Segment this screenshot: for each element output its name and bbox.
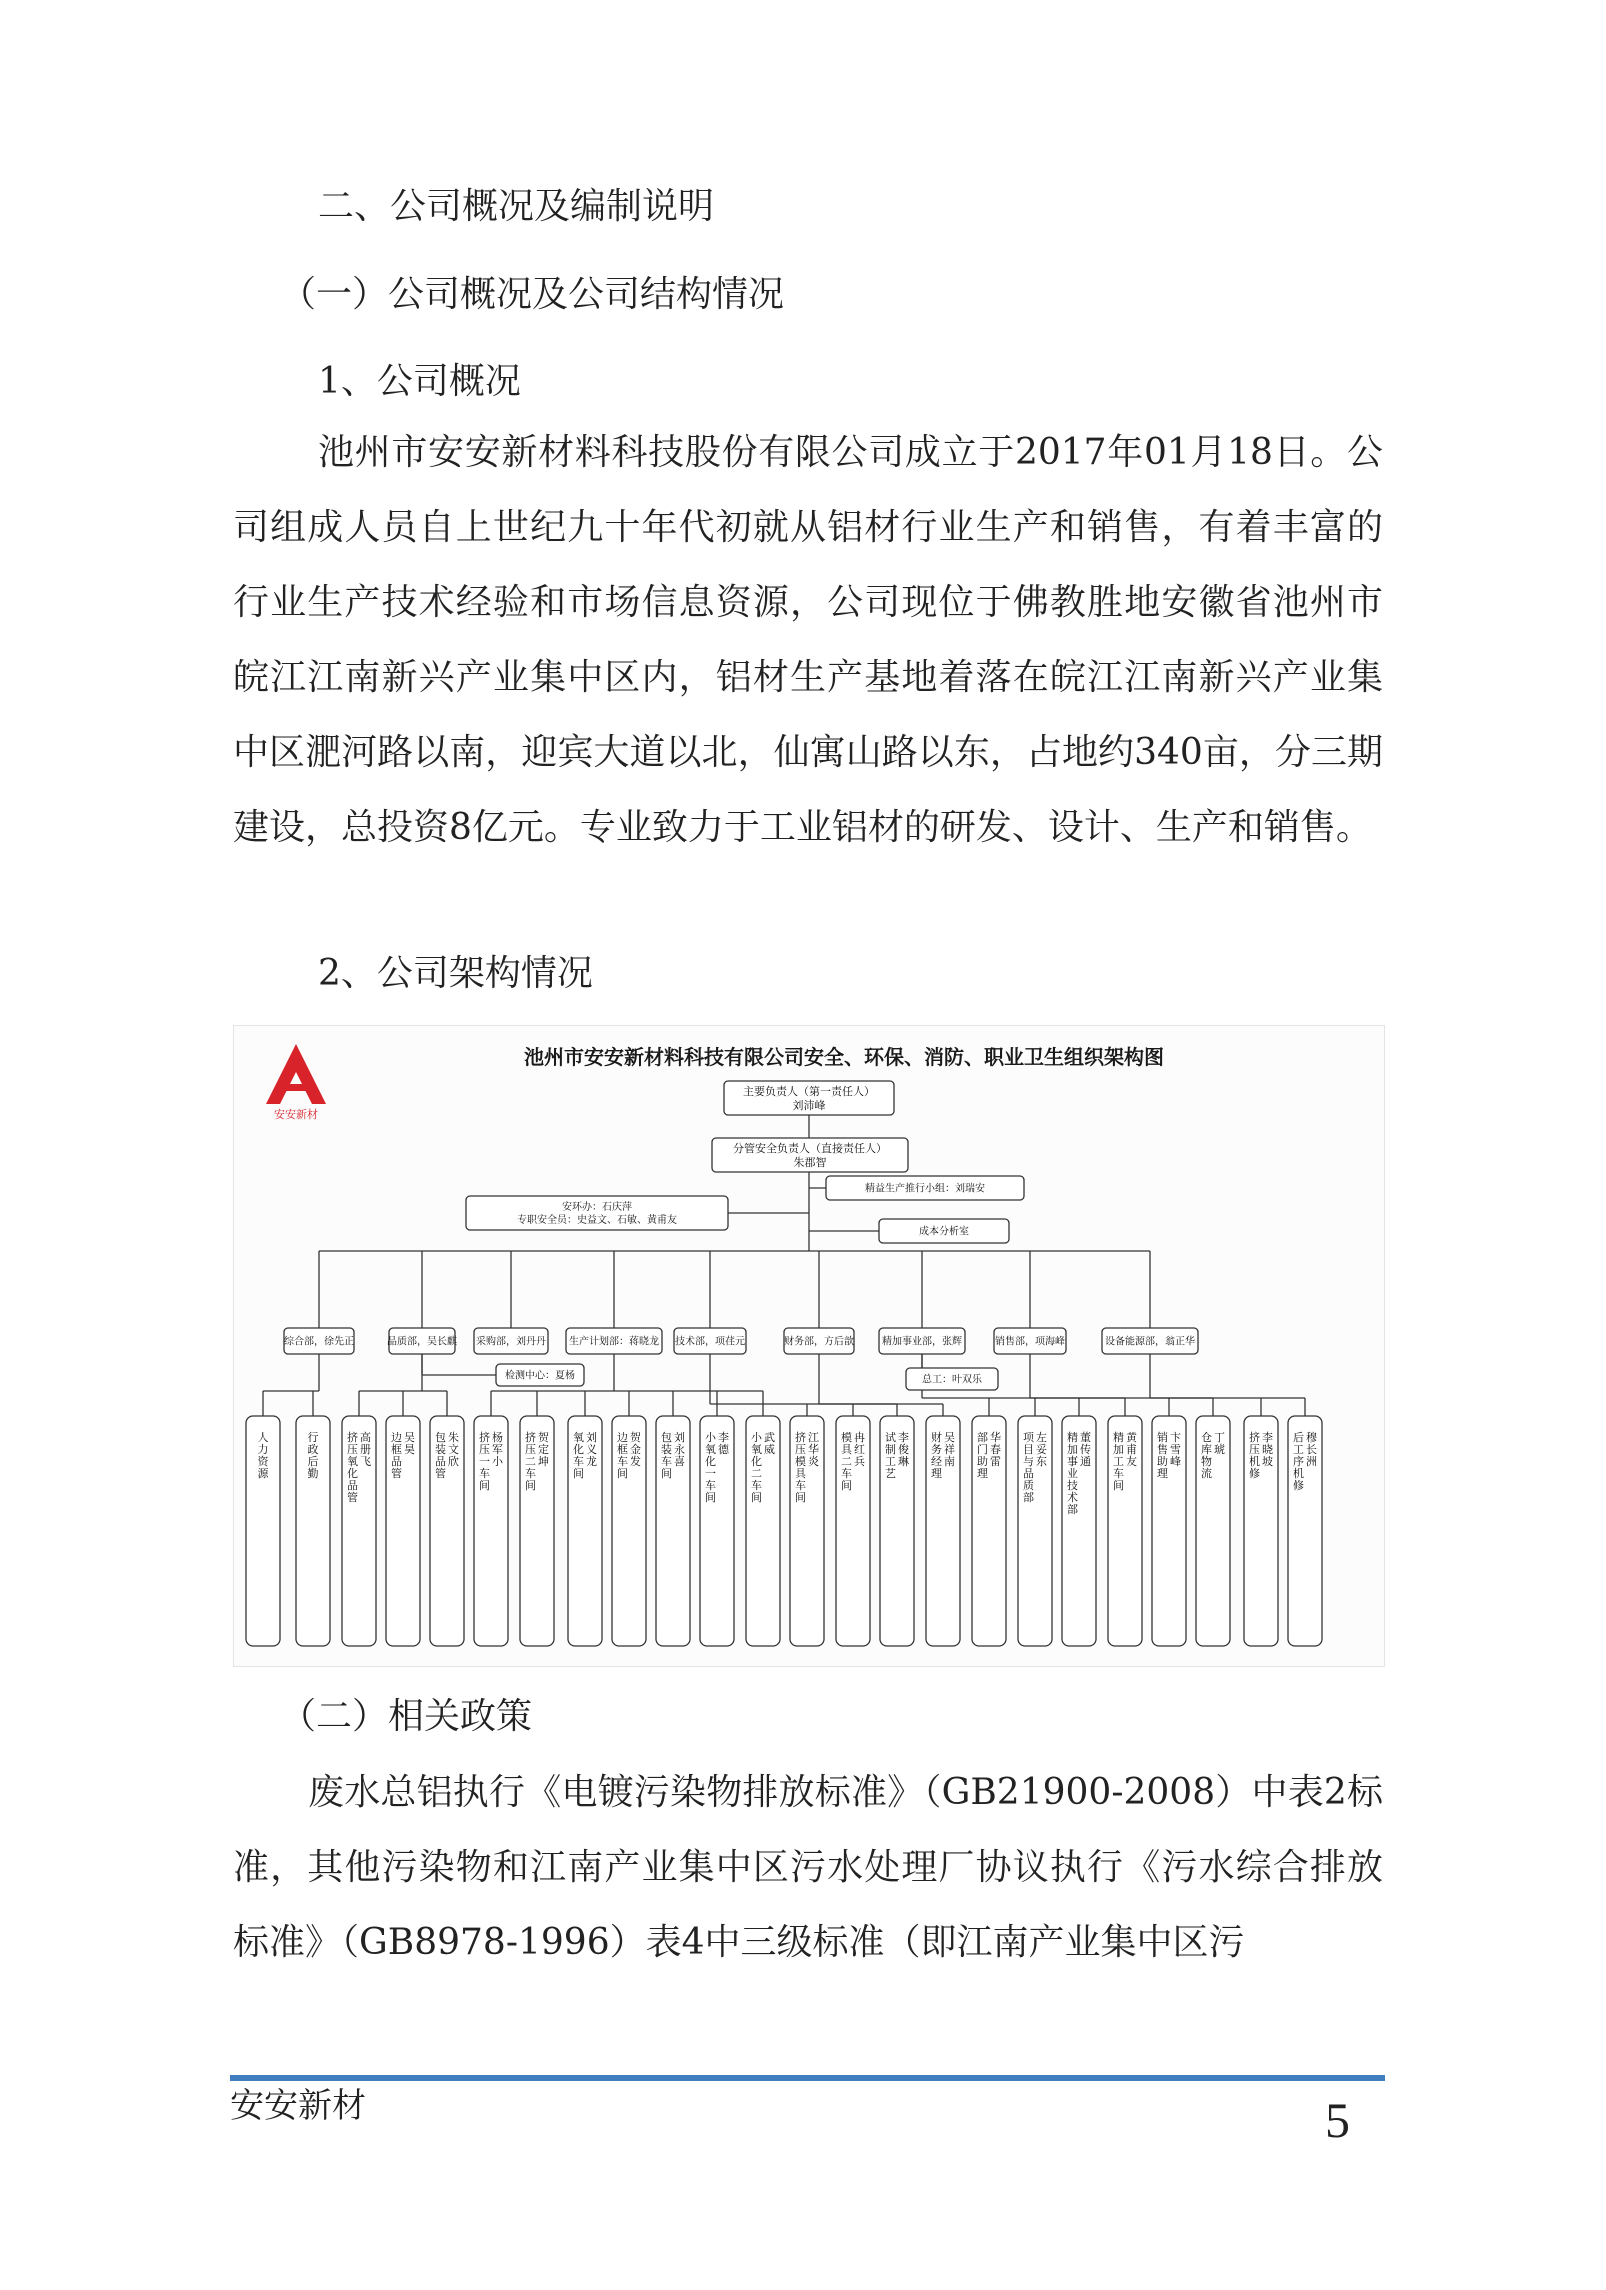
svg-text:门: 门 xyxy=(977,1443,988,1456)
svg-text:兵: 兵 xyxy=(854,1455,865,1468)
svg-text:序: 序 xyxy=(1293,1455,1304,1468)
section-title: 二、公司概况及编制说明 xyxy=(318,186,715,227)
svg-text:管: 管 xyxy=(391,1467,402,1480)
svg-text:技: 技 xyxy=(1067,1479,1078,1492)
svg-text:春: 春 xyxy=(990,1443,1001,1456)
svg-text:小: 小 xyxy=(492,1455,503,1468)
svg-text:管: 管 xyxy=(435,1467,446,1480)
svg-text:李: 李 xyxy=(718,1431,729,1444)
svg-text:氧: 氧 xyxy=(705,1443,716,1456)
svg-text:具: 具 xyxy=(841,1443,852,1456)
svg-text:友: 友 xyxy=(1126,1455,1137,1468)
svg-text:吴: 吴 xyxy=(404,1431,415,1444)
svg-text:化: 化 xyxy=(573,1443,584,1456)
unit-box-20 xyxy=(1152,1416,1186,1646)
svg-text:挤: 挤 xyxy=(1249,1431,1260,1444)
unit-box-5 xyxy=(474,1416,508,1646)
svg-text:车: 车 xyxy=(841,1467,852,1480)
dept-box-7 xyxy=(994,1328,1066,1354)
unit-box-18 xyxy=(1062,1416,1096,1646)
svg-text:峰: 峰 xyxy=(1170,1455,1181,1468)
svg-text:务: 务 xyxy=(931,1443,942,1456)
svg-text:总工：叶双乐: 总工：叶双乐 xyxy=(922,1374,982,1386)
svg-text:妥: 妥 xyxy=(1036,1443,1047,1456)
svg-text:小: 小 xyxy=(705,1431,716,1444)
svg-text:助: 助 xyxy=(977,1455,988,1468)
unit-box-14 xyxy=(880,1416,914,1646)
svg-text:朱郡智: 朱郡智 xyxy=(793,1155,827,1169)
item-title-org-structure: 2、公司架构情况 xyxy=(318,953,593,994)
svg-text:昊: 昊 xyxy=(404,1443,415,1456)
svg-text:黄: 黄 xyxy=(1126,1431,1137,1444)
svg-text:业: 业 xyxy=(1067,1467,1078,1480)
unit-box-21 xyxy=(1196,1416,1230,1646)
svg-text:管: 管 xyxy=(347,1491,358,1504)
svg-text:包: 包 xyxy=(661,1431,672,1444)
svg-text:与: 与 xyxy=(1023,1455,1034,1468)
svg-text:小: 小 xyxy=(751,1431,762,1444)
svg-text:间: 间 xyxy=(1113,1479,1124,1492)
svg-text:祥: 祥 xyxy=(944,1443,955,1456)
svg-text:目: 目 xyxy=(1023,1443,1034,1456)
svg-text:刘: 刘 xyxy=(674,1431,685,1444)
svg-text:生产计划部：蒋晓龙: 生产计划部：蒋晓龙 xyxy=(569,1336,659,1348)
svg-text:间: 间 xyxy=(661,1467,672,1480)
svg-text:理: 理 xyxy=(977,1467,988,1480)
svg-text:军: 军 xyxy=(492,1443,503,1456)
dept-box-2 xyxy=(474,1328,548,1354)
svg-text:边: 边 xyxy=(391,1431,402,1444)
svg-text:李: 李 xyxy=(898,1431,909,1444)
svg-text:试: 试 xyxy=(885,1431,896,1444)
svg-text:冉: 冉 xyxy=(854,1431,865,1444)
svg-text:喜: 喜 xyxy=(674,1455,685,1468)
svg-text:品: 品 xyxy=(347,1479,358,1492)
svg-text:雪: 雪 xyxy=(1170,1443,1181,1456)
svg-text:华: 华 xyxy=(990,1431,1001,1444)
svg-text:车: 车 xyxy=(795,1479,806,1492)
svg-text:部: 部 xyxy=(1067,1503,1078,1516)
svg-text:氧: 氧 xyxy=(573,1431,584,1444)
svg-text:品: 品 xyxy=(391,1455,402,1468)
svg-text:行: 行 xyxy=(307,1431,319,1444)
safety-office-box xyxy=(466,1196,728,1230)
svg-text:力: 力 xyxy=(257,1443,269,1456)
unit-box-1 xyxy=(296,1416,330,1646)
svg-text:挤: 挤 xyxy=(347,1431,358,1444)
svg-text:坡: 坡 xyxy=(1262,1455,1273,1468)
top-leader-box xyxy=(724,1081,894,1115)
svg-text:理: 理 xyxy=(931,1467,942,1480)
svg-text:传: 传 xyxy=(1080,1443,1091,1456)
svg-text:精: 精 xyxy=(1113,1431,1124,1444)
svg-text:勤: 勤 xyxy=(307,1467,319,1480)
logo-text: 安安新材 xyxy=(274,1108,318,1121)
unit-box-16 xyxy=(972,1416,1006,1646)
svg-text:车: 车 xyxy=(479,1467,490,1480)
lean-group-box xyxy=(826,1176,1024,1200)
svg-text:售: 售 xyxy=(1157,1443,1168,1456)
svg-text:技术部，项荏元: 技术部，项荏元 xyxy=(675,1336,745,1348)
svg-text:贺: 贺 xyxy=(538,1431,549,1444)
unit-box-13 xyxy=(836,1416,870,1646)
svg-text:部: 部 xyxy=(1023,1491,1034,1504)
svg-text:压: 压 xyxy=(525,1443,536,1456)
page-number: 5 xyxy=(1325,2092,1350,2148)
svg-text:车: 车 xyxy=(617,1455,628,1468)
svg-text:精益生产推行小组：刘瑞安: 精益生产推行小组：刘瑞安 xyxy=(865,1183,985,1195)
unit-box-6 xyxy=(520,1416,554,1646)
dept-box-0 xyxy=(284,1328,354,1354)
svg-text:源: 源 xyxy=(257,1467,269,1480)
svg-text:德: 德 xyxy=(718,1443,729,1456)
svg-text:间: 间 xyxy=(751,1491,762,1504)
svg-text:间: 间 xyxy=(573,1467,584,1480)
unit-box-11 xyxy=(746,1416,780,1646)
svg-text:成本分析室: 成本分析室 xyxy=(919,1226,969,1238)
svg-text:精: 精 xyxy=(1067,1431,1078,1444)
svg-text:车: 车 xyxy=(705,1479,716,1492)
svg-text:流: 流 xyxy=(1201,1467,1212,1480)
svg-text:后: 后 xyxy=(307,1455,319,1468)
footer-rule xyxy=(230,2075,1385,2081)
unit-box-9 xyxy=(656,1416,690,1646)
svg-text:加: 加 xyxy=(1113,1443,1124,1456)
svg-text:压: 压 xyxy=(347,1443,358,1456)
cost-office-box xyxy=(879,1219,1009,1243)
svg-text:挤: 挤 xyxy=(525,1431,536,1444)
svg-text:欣: 欣 xyxy=(448,1455,459,1468)
svg-text:机: 机 xyxy=(1293,1467,1304,1480)
subsection-title-policy: （二）相关政策 xyxy=(280,1696,533,1737)
svg-text:吴: 吴 xyxy=(944,1431,955,1444)
svg-text:武: 武 xyxy=(764,1431,775,1444)
svg-text:一: 一 xyxy=(479,1455,490,1468)
svg-text:加: 加 xyxy=(1067,1443,1078,1456)
svg-text:晓: 晓 xyxy=(1262,1443,1273,1456)
svg-text:事: 事 xyxy=(1067,1455,1078,1468)
svg-text:坤: 坤 xyxy=(538,1455,549,1468)
svg-text:册: 册 xyxy=(360,1443,371,1456)
svg-text:刘: 刘 xyxy=(586,1431,597,1444)
svg-text:分管安全负责人（直接责任人）: 分管安全负责人（直接责任人） xyxy=(733,1141,887,1155)
unit-box-23 xyxy=(1288,1416,1322,1646)
svg-text:琥: 琥 xyxy=(1214,1443,1225,1456)
svg-text:南: 南 xyxy=(944,1455,955,1468)
dept-box-6 xyxy=(879,1328,965,1354)
svg-text:经: 经 xyxy=(931,1455,942,1468)
svg-text:俊: 俊 xyxy=(898,1443,909,1456)
svg-text:雷: 雷 xyxy=(990,1455,1001,1468)
svg-text:贺: 贺 xyxy=(630,1431,641,1444)
svg-text:助: 助 xyxy=(1157,1455,1168,1468)
svg-text:飞: 飞 xyxy=(360,1455,371,1468)
svg-text:检测中心：夏杨: 检测中心：夏杨 xyxy=(505,1370,575,1382)
unit-box-4 xyxy=(430,1416,464,1646)
svg-text:高: 高 xyxy=(360,1431,371,1444)
svg-text:质: 质 xyxy=(1023,1479,1034,1492)
svg-text:制: 制 xyxy=(885,1443,896,1456)
svg-text:品质部，吴长麒: 品质部，吴长麒 xyxy=(387,1336,457,1348)
svg-text:董: 董 xyxy=(1080,1431,1091,1444)
svg-text:包: 包 xyxy=(435,1431,446,1444)
svg-text:杨: 杨 xyxy=(492,1431,503,1444)
svg-text:模: 模 xyxy=(841,1431,852,1444)
svg-text:二: 二 xyxy=(525,1455,536,1468)
svg-text:金: 金 xyxy=(630,1443,641,1456)
org-chart-title: 池州市安安新材料科技有限公司安全、环保、消防、职业卫生组织架构图 xyxy=(524,1045,1164,1069)
svg-text:间: 间 xyxy=(705,1491,716,1504)
unit-box-8 xyxy=(612,1416,646,1646)
svg-text:装: 装 xyxy=(435,1443,446,1456)
svg-text:术: 术 xyxy=(1067,1491,1078,1504)
svg-text:压: 压 xyxy=(479,1443,490,1456)
svg-text:龙: 龙 xyxy=(586,1455,597,1468)
dept-box-8 xyxy=(1102,1328,1198,1354)
svg-text:框: 框 xyxy=(391,1443,402,1456)
subsection-title-overview: （一）公司概况及公司结构情况 xyxy=(280,274,785,315)
svg-text:品: 品 xyxy=(1023,1467,1034,1480)
svg-text:安环办：石庆萍: 安环办：石庆萍 xyxy=(562,1202,632,1214)
svg-text:销售部，项海峰: 销售部，项海峰 xyxy=(995,1336,1065,1348)
svg-text:刘沛峰: 刘沛峰 xyxy=(792,1098,826,1112)
svg-text:二: 二 xyxy=(751,1467,762,1480)
svg-text:化: 化 xyxy=(705,1455,716,1468)
svg-text:装: 装 xyxy=(661,1443,672,1456)
org-chart xyxy=(233,1025,1385,1667)
svg-text:车: 车 xyxy=(525,1467,536,1480)
svg-text:左: 左 xyxy=(1036,1431,1047,1444)
svg-text:压: 压 xyxy=(1249,1443,1260,1456)
safety-manager-box xyxy=(712,1138,908,1172)
svg-text:东: 东 xyxy=(1036,1455,1047,1468)
svg-text:间: 间 xyxy=(795,1491,806,1504)
unit-box-12 xyxy=(790,1416,824,1646)
footer-company: 安安新材 xyxy=(230,2086,366,2126)
svg-text:修: 修 xyxy=(1249,1467,1260,1480)
svg-text:挤: 挤 xyxy=(795,1431,806,1444)
svg-text:二: 二 xyxy=(841,1455,852,1468)
svg-text:后: 后 xyxy=(1293,1431,1304,1444)
svg-text:政: 政 xyxy=(307,1443,319,1456)
svg-text:朱: 朱 xyxy=(448,1431,459,1444)
svg-text:财: 财 xyxy=(931,1431,942,1444)
unit-box-7 xyxy=(568,1416,602,1646)
unit-box-17 xyxy=(1018,1416,1052,1646)
svg-text:发: 发 xyxy=(630,1455,641,1468)
svg-text:义: 义 xyxy=(586,1443,597,1456)
svg-text:文: 文 xyxy=(448,1443,459,1456)
svg-text:长: 长 xyxy=(1306,1443,1317,1456)
svg-text:理: 理 xyxy=(1157,1467,1168,1480)
unit-box-3 xyxy=(386,1416,420,1646)
unit-box-0 xyxy=(246,1416,280,1646)
svg-text:仓: 仓 xyxy=(1201,1431,1212,1444)
svg-text:车: 车 xyxy=(751,1479,762,1492)
unit-box-2 xyxy=(342,1416,376,1646)
svg-text:具: 具 xyxy=(795,1467,806,1480)
company-logo xyxy=(266,1044,326,1121)
svg-text:挤: 挤 xyxy=(479,1431,490,1444)
svg-text:物: 物 xyxy=(1201,1455,1212,1468)
svg-text:品: 品 xyxy=(435,1455,446,1468)
svg-text:项: 项 xyxy=(1023,1431,1034,1444)
svg-text:炎: 炎 xyxy=(808,1455,819,1468)
policy-paragraph: 废水总铝执行《电镀污染物排放标准》（GB21900-2008）中表2标准，其他污染物和江南产业集中区污水处理厂协议执行《污水综合排放标准》（GB8978-1996）表4中三级标准（即江南产业集中区污 xyxy=(233,1772,1383,1963)
svg-text:设备能源部，翁正华: 设备能源部，翁正华 xyxy=(1105,1336,1195,1348)
svg-text:人: 人 xyxy=(257,1431,269,1444)
svg-text:定: 定 xyxy=(538,1443,549,1456)
svg-text:车: 车 xyxy=(573,1455,584,1468)
svg-text:机: 机 xyxy=(1249,1455,1260,1468)
svg-text:化: 化 xyxy=(347,1467,358,1480)
svg-text:丁: 丁 xyxy=(1214,1431,1225,1444)
dept-box-5 xyxy=(784,1328,854,1354)
svg-text:采购部，刘丹丹: 采购部，刘丹丹 xyxy=(476,1336,546,1348)
svg-text:库: 库 xyxy=(1201,1443,1212,1456)
svg-text:主要负责人（第一责任人）: 主要负责人（第一责任人） xyxy=(743,1084,875,1098)
svg-text:卞: 卞 xyxy=(1170,1431,1181,1444)
svg-text:工: 工 xyxy=(885,1455,896,1468)
svg-text:修: 修 xyxy=(1293,1479,1304,1492)
svg-text:专职安全员：史益文、石敏、黄甫友: 专职安全员：史益文、石敏、黄甫友 xyxy=(517,1215,677,1227)
svg-text:部: 部 xyxy=(977,1431,988,1444)
dept-box-4 xyxy=(674,1328,746,1354)
svg-text:李: 李 xyxy=(1262,1431,1273,1444)
svg-text:一: 一 xyxy=(705,1467,716,1480)
svg-text:车: 车 xyxy=(661,1455,672,1468)
svg-text:精加事业部，张辉: 精加事业部，张辉 xyxy=(882,1336,962,1348)
svg-text:氧: 氧 xyxy=(347,1455,358,1468)
svg-text:资: 资 xyxy=(257,1455,269,1468)
svg-text:红: 红 xyxy=(854,1443,865,1456)
chief-engineer-box xyxy=(906,1368,998,1390)
svg-text:销: 销 xyxy=(1157,1431,1168,1444)
svg-text:压: 压 xyxy=(795,1443,806,1456)
svg-text:琳: 琳 xyxy=(898,1455,909,1468)
unit-box-10 xyxy=(700,1416,734,1646)
svg-text:间: 间 xyxy=(617,1467,628,1480)
svg-text:间: 间 xyxy=(525,1479,536,1492)
svg-text:工: 工 xyxy=(1293,1443,1304,1456)
test-center-box xyxy=(496,1364,584,1386)
svg-text:甫: 甫 xyxy=(1126,1443,1137,1456)
svg-text:车: 车 xyxy=(1113,1467,1124,1480)
dept-box-1 xyxy=(387,1328,458,1354)
item-title-company-overview: 1、公司概况 xyxy=(318,361,521,402)
svg-text:通: 通 xyxy=(1080,1455,1091,1468)
unit-box-15 xyxy=(926,1416,960,1646)
svg-text:洲: 洲 xyxy=(1306,1455,1317,1468)
company-overview-paragraph: 池州市安安新材料科技股份有限公司成立于2017年01月18日。公司组成人员自上世纪九十年代初就从铝材行业生产和销售，有着丰富的行业生产技术经验和市场信息资源，公司现位于佛教胜地安徽省池州市皖江江南新兴产业集中区内，铝材生产基地着落在皖江江南新兴产业集中区淝河路以南，迎宾大道以北，仙寓山路以东，占地约340亩，分三期建设，总投资8亿元。专业致力于工业铝材的研发、设计、生产和销售。 xyxy=(233,432,1383,848)
svg-text:间: 间 xyxy=(841,1479,852,1492)
svg-text:边: 边 xyxy=(617,1431,628,1444)
svg-text:化: 化 xyxy=(751,1455,762,1468)
svg-text:永: 永 xyxy=(674,1443,685,1456)
unit-box-19 xyxy=(1108,1416,1142,1646)
svg-text:间: 间 xyxy=(479,1479,490,1492)
svg-text:穆: 穆 xyxy=(1306,1431,1317,1444)
svg-text:模: 模 xyxy=(795,1455,806,1468)
svg-text:财务部，方后歆: 财务部，方后歆 xyxy=(784,1336,854,1348)
svg-text:江: 江 xyxy=(808,1431,819,1444)
svg-text:工: 工 xyxy=(1113,1455,1124,1468)
svg-text:综合部，徐先正: 综合部，徐先正 xyxy=(284,1336,354,1348)
dept-box-3 xyxy=(566,1328,662,1354)
unit-box-22 xyxy=(1244,1416,1278,1646)
svg-text:威: 威 xyxy=(764,1443,775,1456)
svg-text:框: 框 xyxy=(617,1443,628,1456)
svg-text:氧: 氧 xyxy=(751,1443,762,1456)
svg-text:艺: 艺 xyxy=(885,1467,896,1480)
svg-text:华: 华 xyxy=(808,1443,819,1456)
